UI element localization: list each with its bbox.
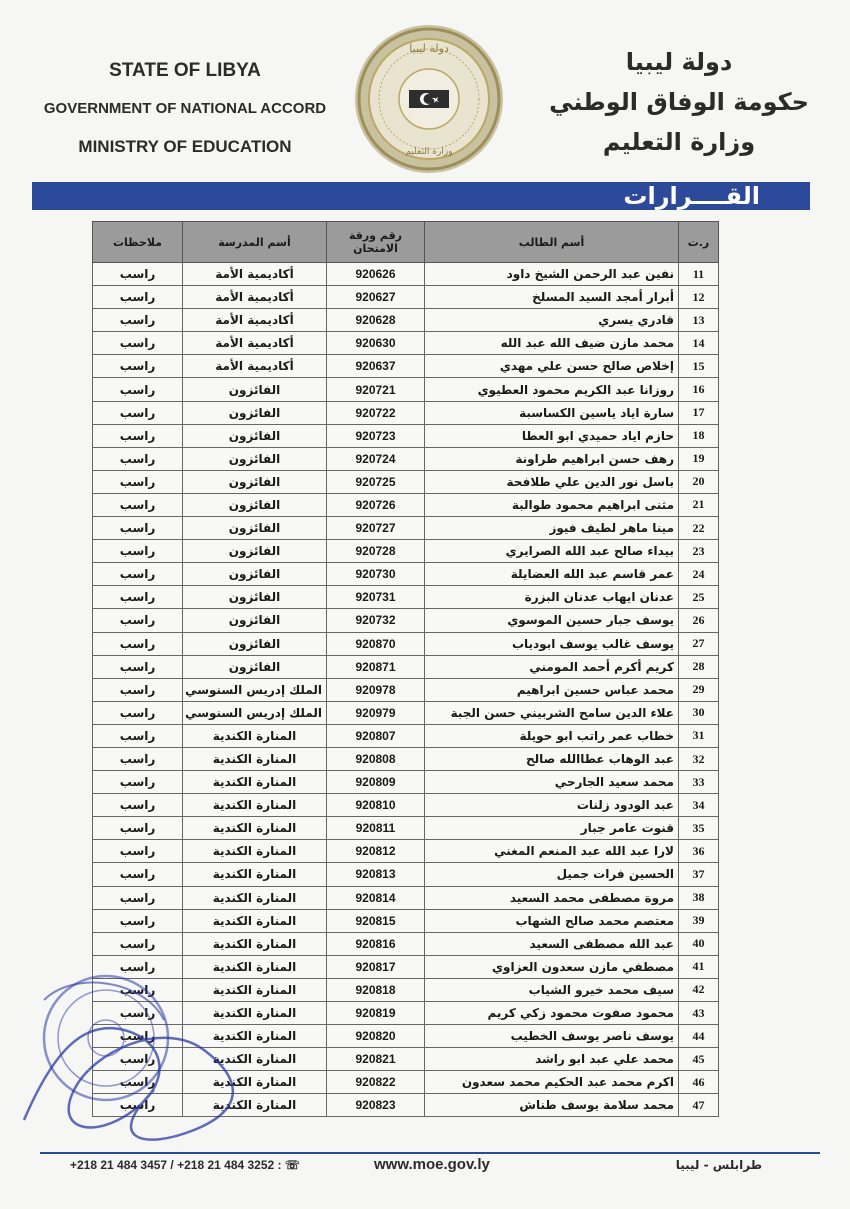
svg-text:دولة ليبيا: دولة ليبيا (409, 42, 449, 55)
result-note: راسب (93, 863, 183, 886)
student-name: روزانا عبد الكريم محمود العطيوي (425, 378, 679, 401)
table-row (93, 863, 719, 886)
student-name: سارة اياد ياسين الكساسبة (425, 401, 679, 424)
exam-paper-number: 920627 (327, 286, 425, 309)
row-number: 22 (679, 517, 719, 540)
school-name: المنارة الكندية (183, 724, 327, 747)
school-name: المنارة الكندية (183, 955, 327, 978)
table-row (93, 309, 719, 332)
result-note: راسب (93, 378, 183, 401)
result-note: راسب (93, 332, 183, 355)
col-header-exam: رقم ورقة الامتحان (327, 222, 425, 263)
table-row (93, 817, 719, 840)
exam-paper-number: 920870 (327, 632, 425, 655)
result-note: راسب (93, 1071, 183, 1094)
school-name: الملك إدريس السنوسي (183, 701, 327, 724)
table-row (93, 447, 719, 470)
row-number: 24 (679, 563, 719, 586)
row-number: 32 (679, 747, 719, 770)
result-note: راسب (93, 1002, 183, 1025)
row-number: 18 (679, 424, 719, 447)
result-note: راسب (93, 886, 183, 909)
result-note: راسب (93, 1094, 183, 1117)
ministry-seal-logo (352, 22, 506, 176)
school-name: المنارة الكندية (183, 771, 327, 794)
result-note: راسب (93, 401, 183, 424)
header-ar-state: دولة ليبيا (625, 48, 733, 76)
decisions-title: القــــرارات (623, 182, 760, 210)
table-row (93, 632, 719, 655)
exam-paper-number: 920807 (327, 724, 425, 747)
header-arabic (534, 42, 824, 162)
exam-paper-number: 920727 (327, 517, 425, 540)
result-note: راسب (93, 309, 183, 332)
exam-paper-number: 920814 (327, 886, 425, 909)
row-number: 31 (679, 724, 719, 747)
school-name: أكاديمية الأمة (183, 355, 327, 378)
student-name: خطاب عمر راتب ابو حويلة (425, 724, 679, 747)
footer-phones: +218 21 484 3457 / +218 21 484 3252 : ☏ (70, 1158, 300, 1172)
student-name: عبد الودود زلنات (425, 794, 679, 817)
table-row (93, 909, 719, 932)
row-number: 27 (679, 632, 719, 655)
exam-paper-number: 920722 (327, 401, 425, 424)
table-row (93, 771, 719, 794)
student-name: عمر قاسم عبد الله العضايلة (425, 563, 679, 586)
row-number: 47 (679, 1094, 719, 1117)
row-number: 23 (679, 540, 719, 563)
row-number: 12 (679, 286, 719, 309)
exam-paper-number: 920818 (327, 978, 425, 1001)
header-english (20, 52, 350, 166)
result-note: راسب (93, 632, 183, 655)
result-note: راسب (93, 771, 183, 794)
exam-paper-number: 920820 (327, 1025, 425, 1048)
table-row (93, 401, 719, 424)
school-name: الفائزون (183, 563, 327, 586)
svg-text:وزارة التعليم: وزارة التعليم (405, 147, 453, 157)
result-note: راسب (93, 355, 183, 378)
row-number: 17 (679, 401, 719, 424)
exam-paper-number: 920816 (327, 932, 425, 955)
student-name: حازم اياد حميدي ابو العطا (425, 424, 679, 447)
school-name: المنارة الكندية (183, 909, 327, 932)
school-name: أكاديمية الأمة (183, 286, 327, 309)
header-ar-ministry: وزارة التعليم (602, 128, 756, 156)
table-row (93, 517, 719, 540)
school-name: المنارة الكندية (183, 978, 327, 1001)
school-name: الفائزون (183, 401, 327, 424)
exam-paper-number: 920728 (327, 540, 425, 563)
exam-paper-number: 920817 (327, 955, 425, 978)
school-name: المنارة الكندية (183, 1071, 327, 1094)
row-number: 33 (679, 771, 719, 794)
row-number: 11 (679, 263, 719, 286)
table-row (93, 286, 719, 309)
student-name: عبد الوهاب عطاالله صالح (425, 747, 679, 770)
result-note: راسب (93, 909, 183, 932)
table-row (93, 563, 719, 586)
student-name: عبد الله مصطفى السعيد (425, 932, 679, 955)
row-number: 35 (679, 817, 719, 840)
school-name: المنارة الكندية (183, 747, 327, 770)
table-row (93, 378, 719, 401)
student-name: رهف حسن ابراهيم طراونة (425, 447, 679, 470)
result-note: راسب (93, 493, 183, 516)
table-row (93, 655, 719, 678)
student-name: يوسف جبار حسين الموسوي (425, 609, 679, 632)
exam-paper-number: 920812 (327, 840, 425, 863)
student-name: علاء الدين سامح الشربيني حسن الجبة (425, 701, 679, 724)
table-row (93, 470, 719, 493)
col-header-notes: ملاحظات (93, 222, 183, 263)
row-number: 15 (679, 355, 719, 378)
table-row (93, 424, 719, 447)
result-note: راسب (93, 978, 183, 1001)
result-note: راسب (93, 563, 183, 586)
exam-paper-number: 920810 (327, 794, 425, 817)
student-name: سيف محمد خيرو الشياب (425, 978, 679, 1001)
exam-paper-number: 920730 (327, 563, 425, 586)
exam-paper-number: 920823 (327, 1094, 425, 1117)
student-name: محمد سلامة يوسف طناش (425, 1094, 679, 1117)
result-note: راسب (93, 470, 183, 493)
student-name: مثنى ابراهيم محمود طوالبة (425, 493, 679, 516)
result-note: راسب (93, 840, 183, 863)
row-number: 39 (679, 909, 719, 932)
table-row (93, 932, 719, 955)
student-name: محمد عباس حسين ابراهيم (425, 678, 679, 701)
table-row (93, 263, 719, 286)
exam-paper-number: 920637 (327, 355, 425, 378)
result-note: راسب (93, 701, 183, 724)
header-en-government: GOVERNMENT OF NATIONAL ACCORD (43, 100, 327, 117)
school-name: أكاديمية الأمة (183, 332, 327, 355)
row-number: 45 (679, 1048, 719, 1071)
exam-paper-number: 920732 (327, 609, 425, 632)
row-number: 28 (679, 655, 719, 678)
school-name: الفائزون (183, 424, 327, 447)
result-note: راسب (93, 1048, 183, 1071)
header-ar-government: حكومة الوفاق الوطني (549, 88, 809, 116)
row-number: 20 (679, 470, 719, 493)
student-name: لارا عبد الله عبد المنعم المغني (425, 840, 679, 863)
school-name: المنارة الكندية (183, 863, 327, 886)
exam-paper-number: 920821 (327, 1048, 425, 1071)
table-row (93, 540, 719, 563)
table-row (93, 886, 719, 909)
table-row (93, 678, 719, 701)
school-name: أكاديمية الأمة (183, 263, 327, 286)
exam-paper-number: 920979 (327, 701, 425, 724)
student-name: محمد سعيد الجارحي (425, 771, 679, 794)
exam-paper-number: 920725 (327, 470, 425, 493)
result-note: راسب (93, 678, 183, 701)
col-header-no: ر.ت (679, 222, 719, 263)
row-number: 46 (679, 1071, 719, 1094)
student-name: مينا ماهر لطيف فيوز (425, 517, 679, 540)
school-name: الفائزون (183, 378, 327, 401)
school-name: المنارة الكندية (183, 932, 327, 955)
table-row (93, 493, 719, 516)
footer-divider (40, 1152, 820, 1154)
exam-paper-number: 920819 (327, 1002, 425, 1025)
result-note: راسب (93, 794, 183, 817)
row-number: 37 (679, 863, 719, 886)
table-row (93, 747, 719, 770)
exam-paper-number: 920822 (327, 1071, 425, 1094)
school-name: المنارة الكندية (183, 840, 327, 863)
student-name: أبرار أمجد السيد المسلخ (425, 286, 679, 309)
table-row (93, 794, 719, 817)
school-name: المنارة الكندية (183, 1094, 327, 1117)
school-name: المنارة الكندية (183, 794, 327, 817)
row-number: 42 (679, 978, 719, 1001)
exam-paper-number: 920978 (327, 678, 425, 701)
row-number: 40 (679, 932, 719, 955)
student-name: محمد علي عبد ابو راشد (425, 1048, 679, 1071)
official-stamp-signature (14, 960, 294, 1160)
header-en-state: STATE OF LIBYA (109, 60, 261, 81)
result-note: راسب (93, 540, 183, 563)
result-note: راسب (93, 609, 183, 632)
col-header-school: أسم المدرسة (183, 222, 327, 263)
school-name: المنارة الكندية (183, 1025, 327, 1048)
row-number: 29 (679, 678, 719, 701)
exam-paper-number: 920630 (327, 332, 425, 355)
footer-city: طرابلس - ليبيا (675, 1158, 762, 1172)
row-number: 21 (679, 493, 719, 516)
table-row (93, 840, 719, 863)
row-number: 25 (679, 586, 719, 609)
exam-paper-number: 920808 (327, 747, 425, 770)
student-name: إخلاص صالح حسن علي مهدي (425, 355, 679, 378)
school-name: المنارة الكندية (183, 1002, 327, 1025)
student-name: معتصم محمد صالح الشهاب (425, 909, 679, 932)
school-name: الملك إدريس السنوسي (183, 678, 327, 701)
row-number: 43 (679, 1002, 719, 1025)
student-name: قنوت عامر جبار (425, 817, 679, 840)
school-name: المنارة الكندية (183, 1048, 327, 1071)
result-note: راسب (93, 286, 183, 309)
row-number: 34 (679, 794, 719, 817)
exam-paper-number: 920815 (327, 909, 425, 932)
school-name: الفائزون (183, 609, 327, 632)
student-name: يوسف ناصر يوسف الخطيب (425, 1025, 679, 1048)
school-name: المنارة الكندية (183, 886, 327, 909)
table-row (93, 355, 719, 378)
student-name: مصطفي مازن سعدون العزاوي (425, 955, 679, 978)
school-name: الفائزون (183, 632, 327, 655)
table-row (93, 586, 719, 609)
student-name: محمد مازن ضيف الله عبد الله (425, 332, 679, 355)
result-note: راسب (93, 817, 183, 840)
exam-paper-number: 920811 (327, 817, 425, 840)
school-name: الفائزون (183, 493, 327, 516)
exam-paper-number: 920724 (327, 447, 425, 470)
col-header-name: أسم الطالب (425, 222, 679, 263)
student-name: قادري يسري (425, 309, 679, 332)
result-note: راسب (93, 955, 183, 978)
table-row (93, 332, 719, 355)
result-note: راسب (93, 424, 183, 447)
school-name: الفائزون (183, 447, 327, 470)
exam-paper-number: 920626 (327, 263, 425, 286)
school-name: الفائزون (183, 540, 327, 563)
table-row (93, 724, 719, 747)
school-name: الفائزون (183, 586, 327, 609)
table-row (93, 609, 719, 632)
result-note: راسب (93, 655, 183, 678)
school-name: الفائزون (183, 470, 327, 493)
result-note: راسب (93, 747, 183, 770)
footer-website[interactable]: www.moe.gov.ly (374, 1156, 490, 1173)
student-name: اكرم محمد عبد الحكيم محمد سعدون (425, 1071, 679, 1094)
exam-paper-number: 920628 (327, 309, 425, 332)
student-name: محمود صفوت محمود زكي كريم (425, 1002, 679, 1025)
result-note: راسب (93, 263, 183, 286)
row-number: 16 (679, 378, 719, 401)
exam-paper-number: 920813 (327, 863, 425, 886)
school-name: الفائزون (183, 655, 327, 678)
exam-paper-number: 920723 (327, 424, 425, 447)
student-name: يوسف غالب يوسف ابودياب (425, 632, 679, 655)
student-name: بيداء صالح عبد الله الصرايري (425, 540, 679, 563)
header-en-ministry: MINISTRY OF EDUCATION (78, 137, 292, 156)
result-note: راسب (93, 586, 183, 609)
row-number: 13 (679, 309, 719, 332)
result-note: راسب (93, 932, 183, 955)
exam-paper-number: 920721 (327, 378, 425, 401)
exam-paper-number: 920871 (327, 655, 425, 678)
school-name: المنارة الكندية (183, 817, 327, 840)
result-note: راسب (93, 1025, 183, 1048)
row-number: 44 (679, 1025, 719, 1048)
row-number: 19 (679, 447, 719, 470)
result-note: راسب (93, 447, 183, 470)
student-name: كريم أكرم أحمد المومني (425, 655, 679, 678)
row-number: 30 (679, 701, 719, 724)
exam-paper-number: 920731 (327, 586, 425, 609)
exam-paper-number: 920809 (327, 771, 425, 794)
table-row (93, 701, 719, 724)
student-name: مروة مصطفى محمد السعيد (425, 886, 679, 909)
result-note: راسب (93, 724, 183, 747)
student-name: الحسين فرات جميل (425, 863, 679, 886)
student-name: باسل نور الدين علي طلافحة (425, 470, 679, 493)
row-number: 38 (679, 886, 719, 909)
school-name: الفائزون (183, 517, 327, 540)
row-number: 41 (679, 955, 719, 978)
table-header-row (93, 222, 719, 263)
row-number: 36 (679, 840, 719, 863)
result-note: راسب (93, 517, 183, 540)
row-number: 26 (679, 609, 719, 632)
student-name: نفين عبد الرحمن الشيخ داود (425, 263, 679, 286)
row-number: 14 (679, 332, 719, 355)
exam-paper-number: 920726 (327, 493, 425, 516)
student-name: عدنان ايهاب عدنان البزرة (425, 586, 679, 609)
school-name: أكاديمية الأمة (183, 309, 327, 332)
